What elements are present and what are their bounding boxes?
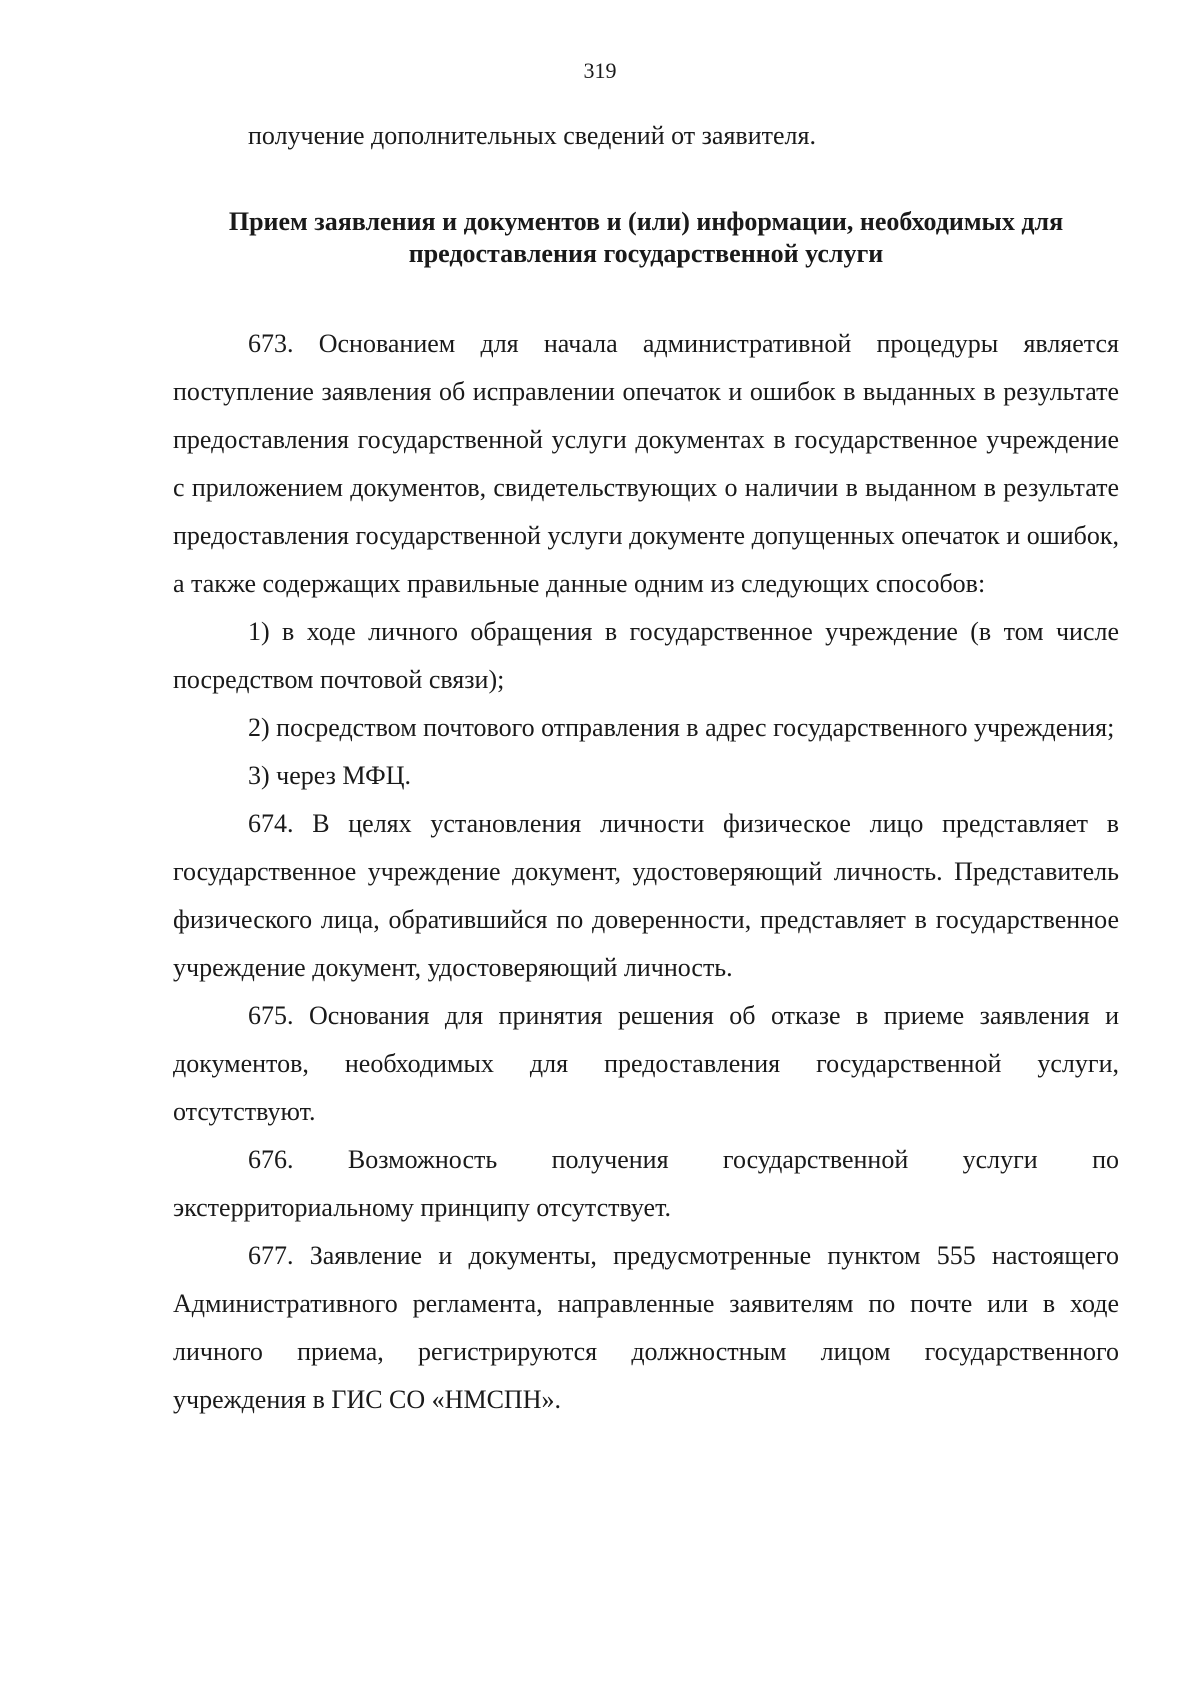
body-text [173,320,1119,1424]
paragraph-677: 677. Заявление и документы, предусмотренные пунктом 555 настоящего Административного регламента, направленные заявителям по почте или в ходе личного приема, регистрируются должностным лицом государственного учреждения в ГИС СО «НМСПН». [173,1241,1119,1414]
list-item-2: 2) посредством почтового отправления в адрес государственного учреждения; [248,713,1115,742]
section-heading-line-1: Прием заявления и документов и (или) информации, необходимых для [228,207,1064,236]
list-item-1: 1) в ходе личного обращения в государственное учреждение (в том числе посредством почтовой связи); [173,617,1119,694]
section-heading [173,206,1119,270]
continuation-text: получение дополнительных сведений от заявителя. [248,121,816,150]
paragraph-673: 673. Основанием для начала административной процедуры является поступление заявления об исправлении опечаток и ошибок в выданных в результате предоставления государственной услуги документах в государственное учреждение с приложением документов, свидетельствующих о наличии в выданном в результате предоставления государственной услуги документе допущенных опечаток и ошибок, а также содержащих правильные данные одним из следующих способов: [173,329,1119,598]
paragraph-676: 676. Возможность получения государственной услуги по экстерриториальному принципу отсутствует. [173,1145,1119,1222]
paragraph-675: 675. Основания для принятия решения об отказе в приеме заявления и документов, необходимых для предоставления государственной услуги, отсутствуют. [173,1001,1119,1126]
page-number: 319 [583,58,617,83]
section-heading-line-2: предоставления государственной услуги [408,239,884,268]
list-item-3: 3) через МФЦ. [248,761,411,790]
paragraph-674: 674. В целях установления личности физическое лицо представляет в государственное учреждение документ, удостоверяющий личность. Представитель физического лица, обратившийся по доверенности, представляет в государственное учреждение документ, удостоверяющий личность. [173,809,1119,982]
